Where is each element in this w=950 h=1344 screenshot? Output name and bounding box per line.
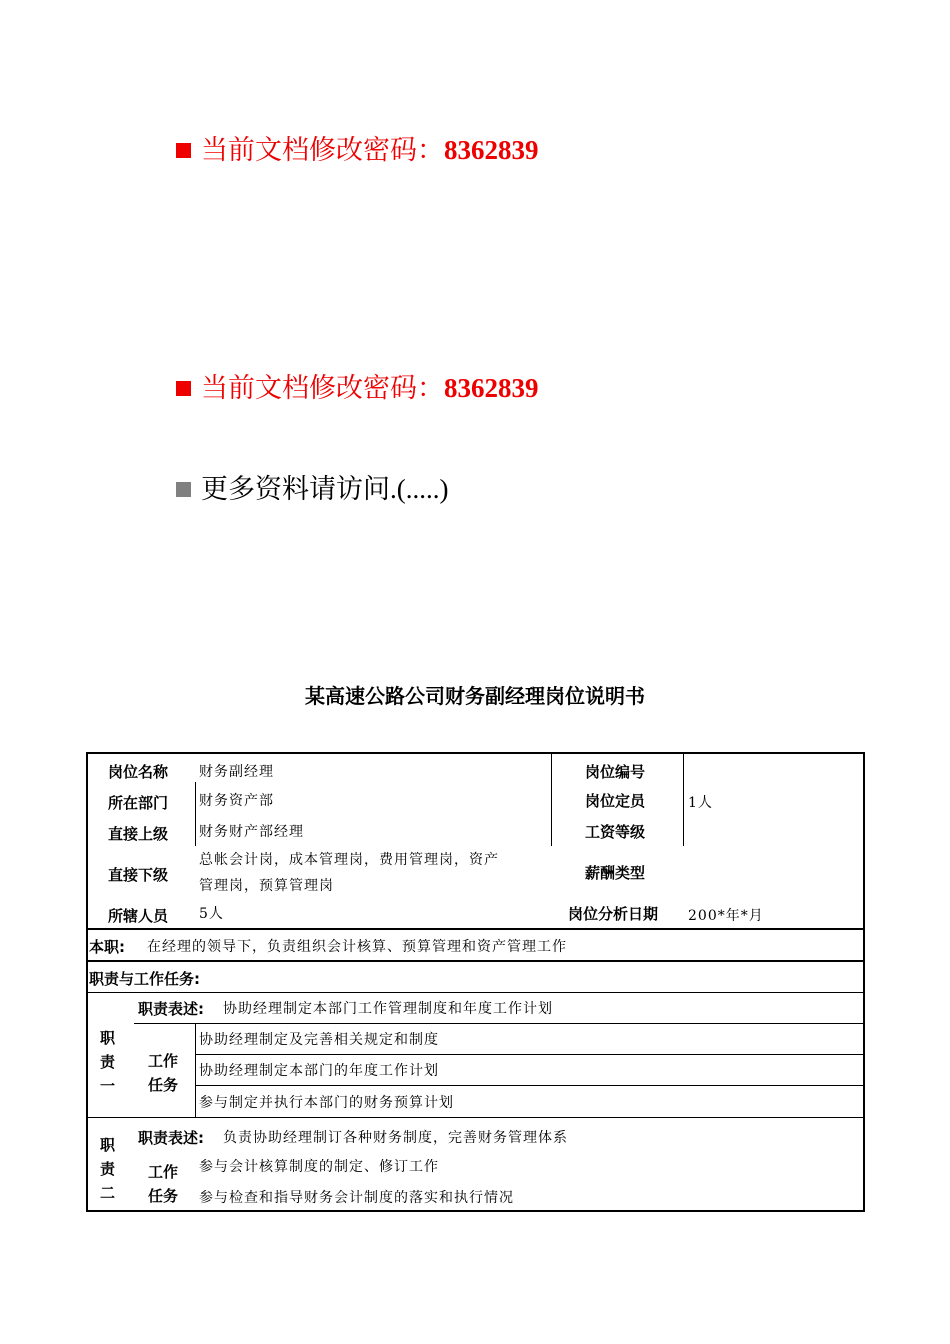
duty-1-task-3: 参与制定并执行本部门的财务预算计划: [199, 1095, 454, 1111]
headcount-label: 岗位定员: [585, 791, 646, 810]
duty-2-task-2: 参与检查和指导财务会计制度的落实和执行情况: [199, 1190, 514, 1206]
analysis-date-label: 岗位分析日期: [568, 904, 659, 923]
subordinate-label: 直接下级: [108, 865, 169, 884]
duty-1-task-label: [148, 1049, 178, 1097]
notice-password: 8362839: [444, 373, 539, 403]
duty-2-task-label: [148, 1160, 178, 1208]
duty-2-desc-label: 职责表述:: [138, 1128, 204, 1147]
password-notice-2: [176, 375, 539, 402]
notice-password: 8362839: [444, 135, 539, 165]
duty-name-char: 二: [100, 1184, 116, 1202]
duty-name-char: 责: [100, 1053, 116, 1071]
analysis-date-value: 200*年*月: [688, 908, 764, 924]
grade-label: 工资等级: [585, 822, 646, 841]
superior-value: 财务财产部经理: [199, 824, 304, 840]
duty-1-task-2: 协助经理制定本部门的年度工作计划: [199, 1063, 439, 1079]
table-grid-line: [86, 1117, 865, 1118]
task-label-line: 任务: [148, 1076, 179, 1094]
document-title: 某高速公路公司财务副经理岗位说明书: [305, 684, 645, 708]
job-name-label: 岗位名称: [108, 762, 169, 781]
duty-2-task-1: 参与会计核算制度的制定、修订工作: [199, 1159, 439, 1175]
staff-label: 所辖人员: [108, 906, 169, 925]
dept-label: 所在部门: [108, 793, 169, 812]
job-description-table: [86, 752, 865, 1212]
table-grid-line: [551, 754, 552, 846]
duty-name-char: 责: [100, 1160, 116, 1178]
table-border: [86, 752, 865, 754]
subordinate-value-line2: 管理岗，预算管理岗: [199, 878, 334, 894]
table-grid-line: [134, 1023, 865, 1024]
notice-prefix: 当前文档修改密码：: [201, 373, 444, 404]
job-code-label: 岗位编号: [585, 762, 646, 781]
headcount-value: 1人: [688, 795, 713, 811]
red-square-bullet-icon: [176, 381, 191, 396]
duty-summary-text: 在经理的领导下，负责组织会计核算、预算管理和资产管理工作: [147, 939, 567, 955]
duty-summary-label: 本职:: [89, 937, 125, 956]
table-grid-line: [195, 1085, 865, 1086]
password-notice-1: [176, 137, 539, 164]
duty-1-desc-text: 协助经理制定本部门工作管理制度和年度工作计划: [223, 1001, 553, 1017]
duty-name-char: 职: [100, 1136, 116, 1154]
notice-prefix: 当前文档修改密码：: [201, 135, 444, 166]
duty-1-task-1: 协助经理制定及完善相关规定和制度: [199, 1032, 439, 1048]
table-border: [86, 1210, 865, 1212]
table-grid-line: [86, 992, 865, 993]
table-border: [86, 752, 88, 1212]
table-grid-line: [195, 1054, 865, 1055]
table-grid-line: [86, 928, 865, 930]
table-border: [863, 752, 865, 1212]
duty-2-desc-text: 负责协助经理制订各种财务制度，完善财务管理体系: [223, 1130, 568, 1146]
staff-value: 5人: [199, 906, 224, 922]
duty-1-name: [100, 1026, 115, 1098]
duty-2-name: [100, 1133, 115, 1205]
table-grid-line: [683, 754, 684, 846]
table-grid-line: [86, 960, 865, 962]
more-info-text[interactable]: 更多资料请访问.(.....): [201, 474, 449, 504]
red-square-bullet-icon: [176, 143, 191, 158]
more-info-notice: [176, 476, 448, 503]
dept-value: 财务资产部: [199, 793, 274, 809]
duty-name-char: 职: [100, 1029, 116, 1047]
salary-type-label: 薪酬类型: [585, 863, 646, 882]
table-grid-line: [195, 1023, 196, 1117]
duties-header: 职责与工作任务:: [89, 969, 200, 988]
task-label-line: 任务: [148, 1187, 179, 1205]
gray-square-bullet-icon: [176, 482, 191, 497]
subordinate-value-line1: 总帐会计岗，成本管理岗，费用管理岗，资产: [199, 852, 499, 868]
task-label-line: 工作: [148, 1163, 179, 1181]
job-name-value: 财务副经理: [199, 764, 274, 780]
superior-label: 直接上级: [108, 824, 169, 843]
duty-name-char: 一: [100, 1077, 116, 1095]
task-label-line: 工作: [148, 1052, 179, 1070]
duty-1-desc-label: 职责表述:: [138, 999, 204, 1018]
table-grid-line: [195, 782, 196, 846]
